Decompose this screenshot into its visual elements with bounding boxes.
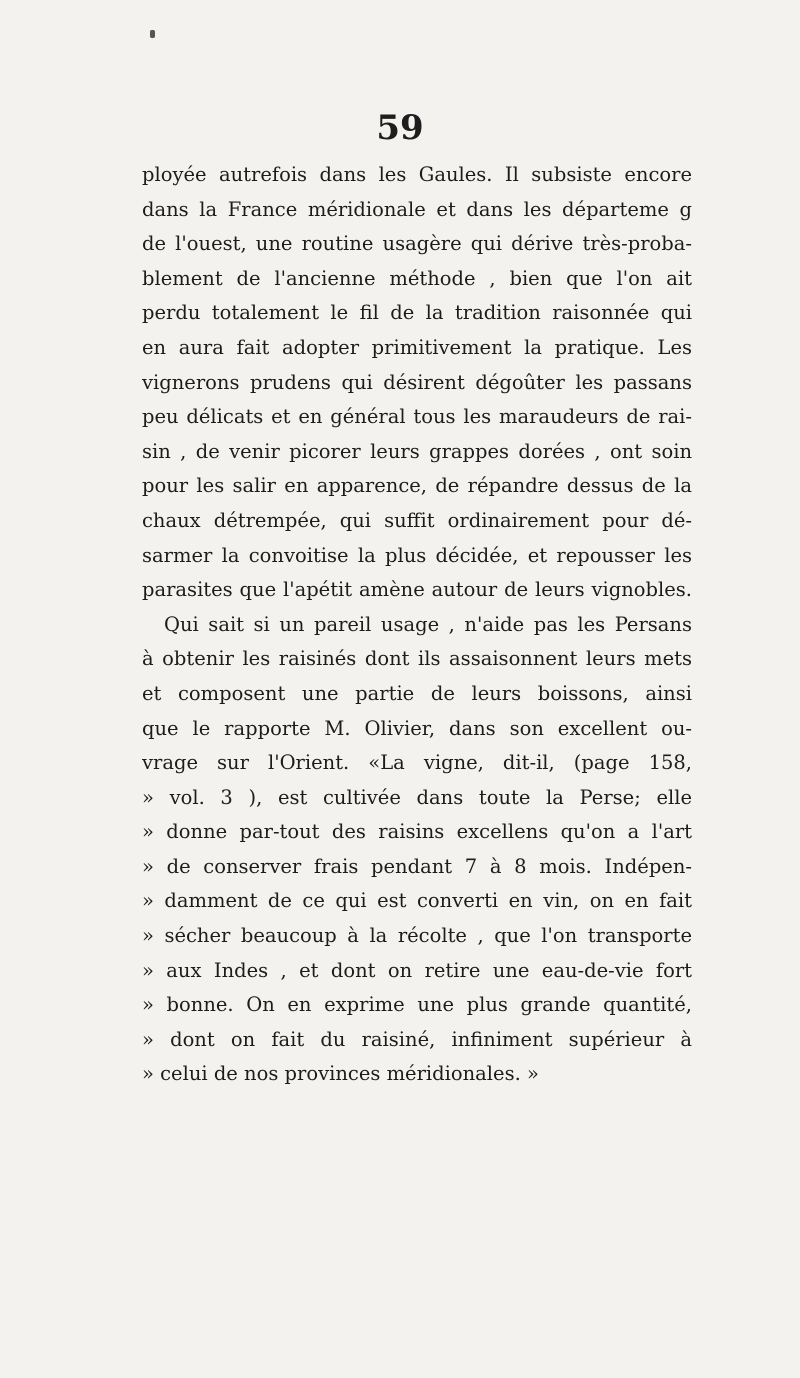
text-line: Qui sait si un pareil usage , n'aide pas les Persans <box>164 612 692 636</box>
body-text <box>142 158 692 1092</box>
text-line: et composent une partie de leurs boissons, ainsi <box>142 681 692 705</box>
text-line: vignerons prudens qui désirent dégoûter les passans <box>142 370 692 394</box>
text-line: parasites que l'apétit amène autour de leurs vignobles. <box>142 578 692 602</box>
text-line: chaux détrempée, qui suffit ordinairement pour dé- <box>142 508 692 532</box>
text-line: à obtenir les raisinés dont ils assaisonnent leurs mets <box>142 647 692 671</box>
quoted-line: » aux Indes , et dont on retire une eau-de-vie fort <box>142 958 692 982</box>
quoted-line: » bonne. On en exprime une plus grande quantité, <box>142 993 692 1017</box>
text-line: en aura fait adopter primitivement la pratique. Les <box>142 335 692 359</box>
text-line: blement de l'ancienne méthode , bien que l'on ait <box>142 266 692 290</box>
text-line: que le rapporte M. Olivier, dans son excellent ou- <box>142 716 692 740</box>
quoted-line: » dont on fait du raisiné, infiniment supérieur à <box>142 1027 692 1051</box>
quoted-line: » celui de nos provinces méridionales. » <box>142 1062 539 1086</box>
print-speck <box>150 30 155 38</box>
text-line: vrage sur l'Orient. «La vigne, dit-il, (page 158, <box>142 751 692 775</box>
text-line: de l'ouest, une routine usagère qui dérive très-proba- <box>142 232 692 256</box>
quoted-line: » de conserver frais pendant 7 à 8 mois. Indépen- <box>142 854 692 878</box>
quoted-line: » vol. 3 ), est cultivée dans toute la Perse; elle <box>142 785 692 809</box>
text-line: ployée autrefois dans les Gaules. Il subsiste encore <box>142 163 692 186</box>
text-line: dans la France méridionale et dans les départeme g <box>142 197 692 221</box>
text-line: sin , de venir picorer leurs grappes dorées , ont soin <box>142 439 692 463</box>
page-number: 59 <box>376 108 424 148</box>
text-line: sarmer la convoitise la plus décidée, et repousser les <box>142 543 692 567</box>
quoted-line: » sécher beaucoup à la récolte , que l'on transporte <box>142 924 692 948</box>
quoted-line: » donne par-tout des raisins excellens qu'on a l'art <box>142 820 692 844</box>
text-line: peu délicats et en général tous les maraudeurs de rai- <box>142 405 692 429</box>
text-line: perdu totalement le fil de la tradition raisonnée qui <box>142 301 692 325</box>
text-line: pour les salir en apparence, de répandre dessus de la <box>142 474 692 498</box>
quoted-line: » damment de ce qui est converti en vin, on en fait <box>142 889 692 913</box>
